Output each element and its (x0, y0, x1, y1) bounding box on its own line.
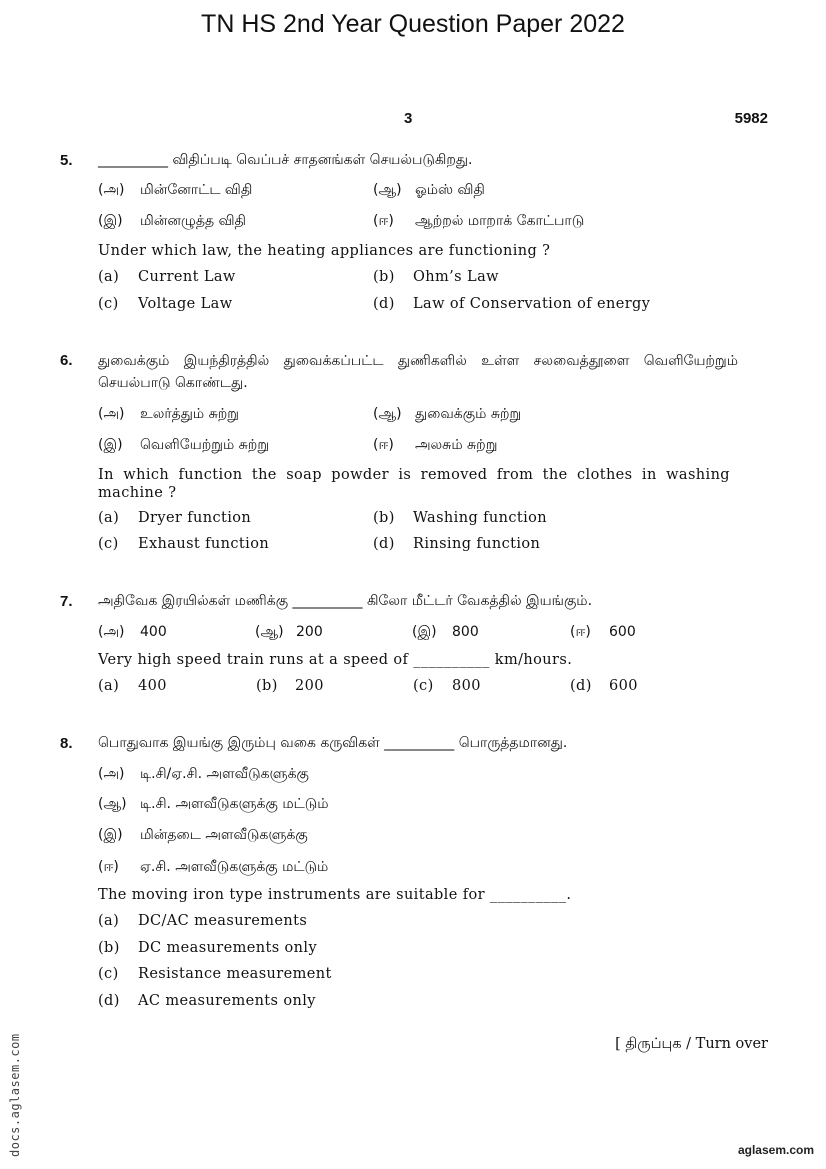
option-text: Current Law (138, 269, 236, 285)
question-number: 6. (60, 352, 73, 369)
tamil-option-text: டி.சி/ஏ.சி. அளவீடுகளுக்கு (140, 766, 309, 782)
option-text: DC/AC measurements (138, 913, 308, 929)
option-key: (d) (98, 993, 120, 1009)
option-text: 200 (295, 678, 324, 694)
tamil-option-text: உலர்த்தும் சுற்று (140, 406, 239, 422)
option-text: Resistance measurement (138, 966, 332, 982)
tamil-option-key: (இ) (412, 624, 437, 640)
tamil-option-key: (ஈ) (373, 437, 394, 453)
option-text: AC measurements only (138, 993, 316, 1009)
banner-title: TN HS 2nd Year Question Paper 2022 (201, 10, 625, 38)
option-key: (a) (98, 269, 120, 285)
tamil-option-key: (ஈ) (98, 859, 119, 875)
question-number: 5. (60, 152, 73, 169)
option-text: Voltage Law (138, 296, 233, 312)
option-key: (a) (98, 678, 120, 694)
tamil-option-text: 800 (452, 624, 479, 640)
option-key: (d) (373, 536, 395, 552)
option-key: (c) (98, 296, 119, 312)
question-english: The moving iron type instruments are suitable for __________. (98, 887, 572, 903)
tamil-option-key: (இ) (98, 437, 123, 453)
option-key: (b) (98, 940, 120, 956)
question-tamil: அதிவேக இரயில்கள் மணிக்கு __________ கிலோ மீட்டர் வேகத்தில் இயங்கும். (98, 593, 593, 609)
tamil-option-key: (ஈ) (570, 624, 591, 640)
side-watermark: docs.aglasem.com (8, 1033, 22, 1157)
paper-code: 5982 (734, 110, 768, 127)
question-tamil: பொதுவாக இயங்கு இரும்பு வகை கருவிகள் __________ பொருத்தமானது. (98, 735, 568, 751)
option-text: 600 (609, 678, 638, 694)
option-key: (d) (570, 678, 592, 694)
tamil-option-text: 400 (140, 624, 167, 640)
option-text: Ohm’s Law (413, 269, 499, 285)
option-key: (a) (98, 510, 120, 526)
tamil-option-key: (ஆ) (98, 796, 127, 812)
corner-watermark: aglasem.com (737, 1143, 814, 1157)
tamil-option-key: (இ) (98, 827, 123, 843)
question-english: Under which law, the heating appliances are functioning ? (98, 243, 551, 259)
question-number: 8. (60, 735, 73, 752)
option-text: Dryer function (138, 510, 252, 526)
question-english: In which function the soap powder is removed from the clothes in washing machine ? (98, 467, 730, 501)
tamil-option-text: ஆற்றல் மாறாக் கோட்பாடு (415, 213, 585, 229)
tamil-option-text: மின்னழுத்த விதி (140, 213, 246, 229)
tamil-option-text: மின்னோட்ட விதி (140, 182, 253, 198)
tamil-option-text: வெளியேற்றும் சுற்று (140, 437, 270, 453)
tamil-option-key: (ஆ) (373, 182, 402, 198)
option-text: Rinsing function (413, 536, 541, 552)
option-text: Washing function (413, 510, 548, 526)
tamil-option-text: மின்தடை அளவீடுகளுக்கு (140, 827, 308, 843)
page-number: 3 (404, 110, 413, 127)
tamil-option-key: (ஆ) (255, 624, 284, 640)
tamil-option-text: 600 (609, 624, 636, 640)
question-english: Very high speed train runs at a speed of __________ km/hours. (98, 652, 573, 668)
tamil-option-key: (அ) (98, 182, 125, 198)
option-text: 400 (138, 678, 167, 694)
tamil-option-text: ஓம்ஸ் விதி (415, 182, 485, 198)
option-key: (c) (98, 536, 119, 552)
option-key: (c) (413, 678, 434, 694)
option-key: (b) (256, 678, 278, 694)
tamil-option-key: (ஆ) (373, 406, 402, 422)
tamil-option-key: (அ) (98, 406, 125, 422)
turn-over-note: [ திருப்புக / Turn over (615, 1036, 768, 1052)
option-key: (b) (373, 269, 395, 285)
tamil-option-key: (ஈ) (373, 213, 394, 229)
tamil-option-text: ஏ.சி. அளவீடுகளுக்கு மட்டும் (140, 859, 329, 875)
option-text: DC measurements only (138, 940, 318, 956)
tamil-option-text: டி.சி. அளவீடுகளுக்கு மட்டும் (140, 796, 329, 812)
option-key: (d) (373, 296, 395, 312)
option-key: (c) (98, 966, 119, 982)
tamil-option-key: (இ) (98, 213, 123, 229)
tamil-option-text: 200 (296, 624, 323, 640)
question-tamil: துவைக்கும் இயந்திரத்தில் துவைக்கப்பட்ட துணிகளில் உள்ள சலவைத்தூளை வெளியேற்றும் செயல்பாடு கொண்டது. (98, 353, 738, 391)
option-key: (b) (373, 510, 395, 526)
tamil-option-key: (அ) (98, 624, 125, 640)
option-text: 800 (452, 678, 481, 694)
option-text: Law of Conservation of energy (413, 296, 651, 312)
tamil-option-text: அலசும் சுற்று (415, 437, 498, 453)
tamil-option-key: (அ) (98, 766, 125, 782)
question-number: 7. (60, 593, 73, 610)
tamil-option-text: துவைக்கும் சுற்று (415, 406, 522, 422)
option-key: (a) (98, 913, 120, 929)
question-tamil: __________ விதிப்படி வெப்பச் சாதனங்கள் செயல்படுகிறது. (98, 152, 473, 168)
option-text: Exhaust function (138, 536, 270, 552)
